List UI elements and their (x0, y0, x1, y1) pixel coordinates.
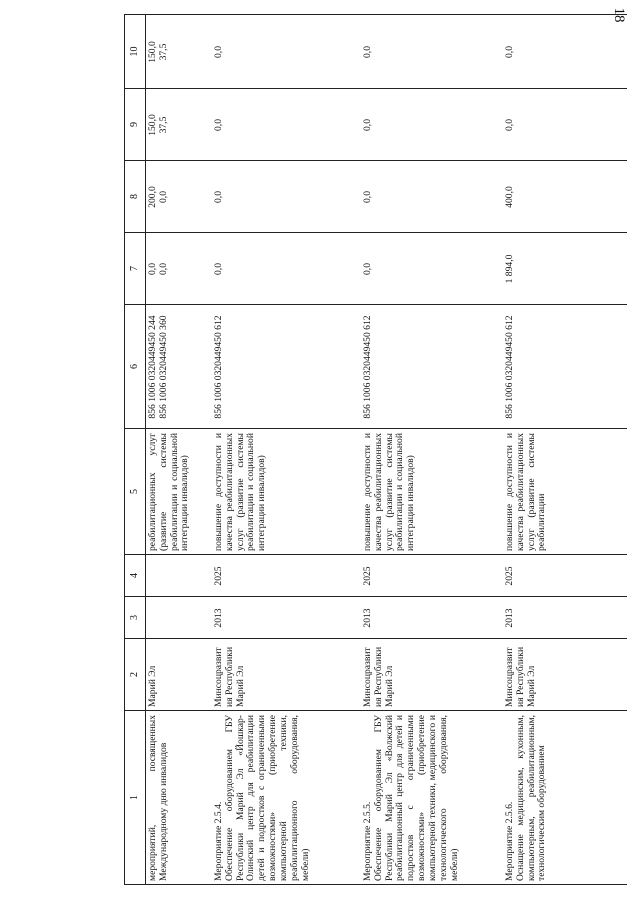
start-year-cell: 2013 (212, 597, 361, 639)
amount-col10-cell: 0,0 (503, 15, 627, 89)
budget-code-cell: 856 1006 0320449450 612 (503, 305, 627, 429)
budget-code-cell: 856 1006 0320449450 612 (212, 305, 361, 429)
amount-col7-cell: 0,0 0,0 (146, 233, 213, 305)
amount-col9-cell: 0,0 (503, 89, 627, 161)
expected-result-cell: повышение доступности и качества реабилитационных услуг (развитие системы реабилитации (503, 429, 627, 555)
column-header-6: 6 (125, 305, 146, 429)
amount-col10-cell: 150,0 37,5 (146, 15, 213, 89)
amount-col7-cell: 0,0 (212, 233, 361, 305)
end-year-cell: 2025 (503, 555, 627, 597)
amount-col8-cell: 400,0 (503, 161, 627, 233)
executor-cell: Минсоцразвития Республики Марий Эл (212, 639, 361, 711)
column-header-8: 8 (125, 161, 146, 233)
amount-col8-cell: 0,0 (361, 161, 503, 233)
amount-col8-cell: 0,0 (212, 161, 361, 233)
column-header-4: 4 (125, 555, 146, 597)
amount-col9-cell: 0,0 (212, 89, 361, 161)
table-row (146, 15, 213, 885)
column-header-1: 1 (125, 711, 146, 885)
end-year-cell: 2025 (212, 555, 361, 597)
rotated-table-container (124, 15, 639, 885)
table-row (361, 15, 503, 885)
measure-name-cell: Мероприятие 2.5.4. Обеспечение оборудованием ГБУ Республики Марий Эл «Йошкар-Олинский центр для реабилитации детей и подростков с ограниченными возможностями» (приобретение компьютерной техники, реабилитационного оборудования, мебели) (212, 711, 361, 885)
amount-col10-cell: 0,0 (361, 15, 503, 89)
measure-name-cell: Мероприятие 2.5.6. Оснащение медицинским, кухонным, компьютерным, реабилитационным, технологическим оборудованием (503, 711, 627, 885)
expected-result-cell: реабилитационных услуг (развитие системы реабилитации и социальной интеграции инвалидов) (146, 429, 213, 555)
start-year-cell (146, 597, 213, 639)
column-header-10: 10 (125, 15, 146, 89)
amount-col9-cell: 0,0 (361, 89, 503, 161)
end-year-cell: 2025 (361, 555, 503, 597)
budget-code-cell: 856 1006 0320449450 612 (361, 305, 503, 429)
amount-col7-cell: 0,0 (361, 233, 503, 305)
expected-result-cell: повышение доступности и качества реабилитационных услуг (развитие системы реабилитации и социальной интеграции инвалидов) (361, 429, 503, 555)
start-year-cell: 2013 (361, 597, 503, 639)
column-header-7: 7 (125, 233, 146, 305)
amount-col9-cell: 150,0 37,5 (146, 89, 213, 161)
measure-name-cell: мероприятий, посвященных Международному дню инвалидов (146, 711, 213, 885)
executor-cell: Минсоцразвития Республики Марий Эл (503, 639, 627, 711)
table-row (212, 15, 361, 885)
end-year-cell (146, 555, 213, 597)
amount-col8-cell: 200,0 0,0 (146, 161, 213, 233)
table-row (503, 15, 627, 885)
column-header-9: 9 (125, 89, 146, 161)
executor-cell: Минсоцразвития Республики Марий Эл (361, 639, 503, 711)
column-header-2: 2 (125, 639, 146, 711)
amount-col7-cell: 1 894,0 (503, 233, 627, 305)
start-year-cell: 2013 (503, 597, 627, 639)
program-measures-table (124, 14, 627, 885)
header-row (125, 15, 146, 885)
expected-result-cell: повышение доступности и качества реабилитационных услуг (развитие системы реабилитации и социальной интеграции инвалидов) (212, 429, 361, 555)
column-header-3: 3 (125, 597, 146, 639)
executor-cell: Марий Эл (146, 639, 213, 711)
page-number: 18 (611, 7, 627, 23)
amount-col10-cell: 0,0 (212, 15, 361, 89)
column-header-5: 5 (125, 429, 146, 555)
budget-code-cell: 856 1006 0320449450 244 856 1006 0320449450 360 (146, 305, 213, 429)
measure-name-cell: Мероприятие 2.5.5. Обеспечение оборудованием ГБУ Республики Марий Эл «Волжский реабилитационный центр для детей и подростков с ограниченными возможностями» (приобретение компьютерной техники, медицинского и технологического оборудования, мебели) (361, 711, 503, 885)
